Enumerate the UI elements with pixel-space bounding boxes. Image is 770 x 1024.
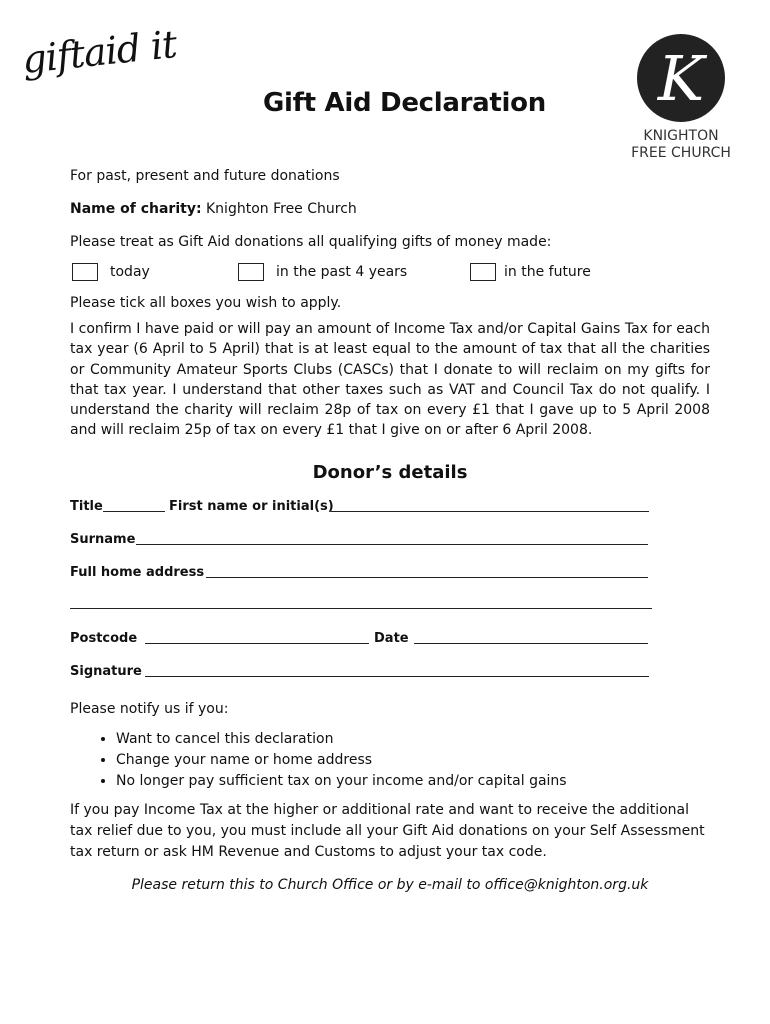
- notify-list: [70, 729, 710, 792]
- first-name-label: First name or initial(s): [169, 498, 334, 514]
- form-body: [70, 166, 710, 895]
- surname-label: Surname: [70, 531, 136, 547]
- date-field[interactable]: [414, 643, 648, 644]
- page-title: Gift Aid Declaration: [263, 88, 546, 118]
- list-item: • No longer pay sufficient tax on your income and/or capital gains: [116, 771, 710, 792]
- list-item: • Change your name or home address: [116, 750, 710, 771]
- surname-field[interactable]: [136, 544, 648, 545]
- title-label: Title: [70, 498, 103, 514]
- address-label: Full home address: [70, 564, 205, 580]
- signature-row: [70, 662, 710, 695]
- higher-rate-note: If you pay Income Tax at the higher or additional rate and want to receive the additional tax relief due to you, you must include all your Gift Aid donations on your Self Assessment tax return or ask HM Revenue and Customs to adjust your tax code.: [70, 801, 705, 860]
- treat-as-text: Please treat as Gift Aid donations all qualifying gifts of money made:: [70, 234, 552, 250]
- notify-intro: Please notify us if you:: [70, 700, 229, 717]
- signature-label: Signature: [70, 663, 142, 679]
- surname-row: [70, 530, 710, 563]
- address-field-line2[interactable]: [70, 608, 652, 609]
- postcode-field[interactable]: [145, 643, 369, 644]
- charity-label: Name of charity:: [70, 201, 202, 217]
- title-name-row: [70, 497, 710, 530]
- donations-scope: For past, present and future donations: [70, 168, 340, 184]
- church-name-line2: FREE CHURCH: [631, 145, 731, 161]
- k-emblem-icon: [637, 34, 725, 122]
- donation-period-options: [70, 260, 710, 286]
- date-label: Date: [374, 630, 409, 646]
- option-today[interactable]: [72, 262, 150, 282]
- tax-declaration: I confirm I have paid or will pay an amount of Income Tax and/or Capital Gains Tax for each tax year (6 April to 5 April) that is at least equal to the amount of tax that all the charities or Community Amateur Sports Clubs (CASCs) that I donate to will reclaim on my gifts for that tax year. I understand that other taxes such as VAT and Council Tax do not qualify. I understand the charity will reclaim 28p of tax on every £1 that I gave up to 5 April 2008 and will reclaim 25p of tax on every £1 that I give on or after 6 April 2008.: [70, 321, 710, 439]
- church-logo-letter: K: [657, 42, 705, 115]
- postcode-date-row: [70, 629, 710, 662]
- checkbox-future[interactable]: [470, 263, 496, 281]
- address-row-2: [70, 596, 710, 629]
- checkbox-today[interactable]: [72, 263, 98, 281]
- postcode-label: Postcode: [70, 630, 138, 646]
- option-today-label: today: [110, 264, 150, 280]
- option-past-4-years-label: in the past 4 years: [276, 264, 408, 280]
- option-future-label: in the future: [504, 264, 591, 280]
- return-note: Please return this to Church Office or by e-mail to office@knighton.org.uk: [131, 876, 649, 893]
- giftaid-logo-text: giftaid it: [20, 22, 179, 82]
- address-row: [70, 563, 710, 596]
- church-logo: [616, 34, 746, 162]
- tick-instruction: Please tick all boxes you wish to apply.: [70, 295, 342, 311]
- option-past-4-years[interactable]: [238, 262, 407, 282]
- option-future[interactable]: [470, 262, 591, 282]
- charity-name: Knighton Free Church: [206, 201, 357, 217]
- signature-field[interactable]: [145, 676, 649, 677]
- title-field[interactable]: [103, 511, 165, 512]
- donor-details-heading: Donor’s details: [312, 461, 468, 483]
- list-item: • Want to cancel this declaration: [116, 729, 710, 750]
- checkbox-past-4-years[interactable]: [238, 263, 264, 281]
- charity-line: [70, 199, 710, 219]
- address-field[interactable]: [206, 577, 648, 578]
- giftaid-logo: [20, 22, 187, 88]
- church-logo-emblem: [637, 34, 725, 122]
- church-name-line1: KNIGHTON: [643, 128, 719, 144]
- first-name-field[interactable]: [331, 511, 649, 512]
